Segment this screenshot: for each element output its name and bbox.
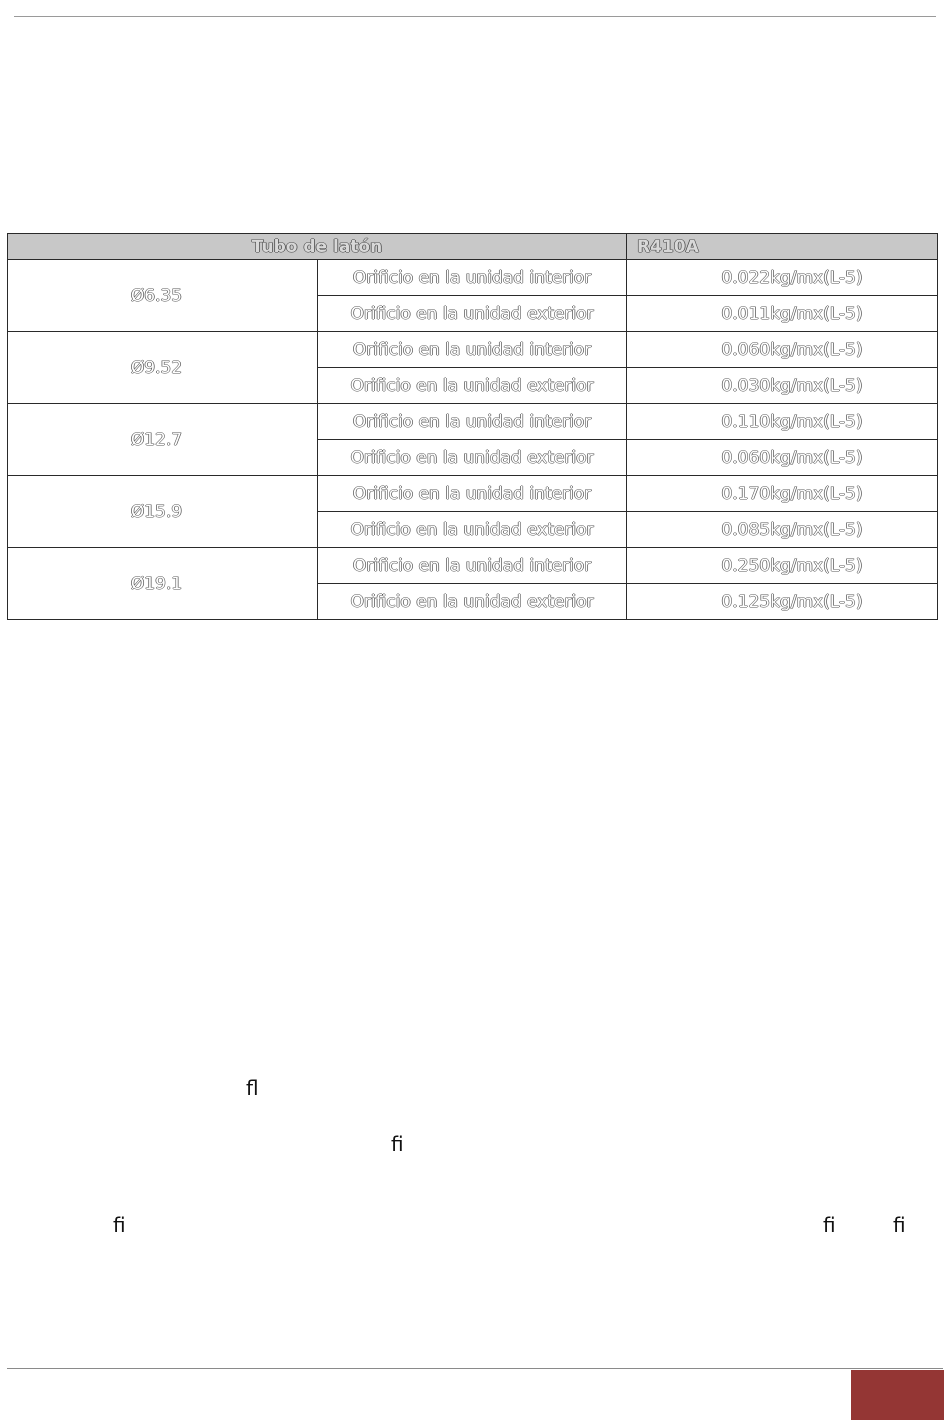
pipe-diameter-cell — [8, 332, 318, 404]
charge-value-cell — [627, 476, 938, 512]
orifice-location: Orificio en la unidad interior — [318, 476, 627, 512]
charge-value: 0.060kg/mx(L-5) — [721, 447, 863, 468]
charge-value: 0.060kg/mx(L-5) — [721, 339, 863, 360]
charge-value: 0.250kg/mx(L-5) — [721, 555, 863, 576]
charge-value: 0.030kg/mx(L-5) — [721, 375, 863, 396]
orifice-location: Orificio en la unidad exterior — [318, 584, 627, 620]
charge-value-cell — [627, 404, 938, 440]
charge-value-cell — [627, 512, 938, 548]
table-row — [8, 548, 938, 584]
orifice-location: Orificio en la unidad interior — [318, 404, 627, 440]
orifice-location: Orificio en la unidad exterior — [318, 368, 627, 404]
table-row — [8, 332, 938, 368]
header-rule — [14, 16, 936, 17]
ligature-glyph: ﬁ — [391, 1132, 404, 1156]
orifice-location: Orificio en la unidad exterior — [318, 296, 627, 332]
ligature-glyph: ﬁ — [893, 1213, 906, 1237]
table-header-row — [8, 234, 938, 260]
table-row — [8, 404, 938, 440]
pipe-diameter-cell — [8, 404, 318, 476]
charge-value: 0.110kg/mx(L-5) — [721, 411, 863, 432]
charge-value: 0.085kg/mx(L-5) — [721, 519, 863, 540]
header-gas: R410A — [627, 234, 938, 260]
orifice-location: Orificio en la unidad exterior — [318, 440, 627, 476]
pipe-diameter: Ø6.35 — [130, 285, 183, 306]
pipe-diameter: Ø12.7 — [130, 429, 183, 450]
footer-rule — [7, 1368, 943, 1369]
charge-value-cell — [627, 548, 938, 584]
charge-value: 0.170kg/mx(L-5) — [721, 483, 863, 504]
table-row — [8, 476, 938, 512]
pipe-diameter: Ø15.9 — [130, 501, 183, 522]
charge-value: 0.011kg/mx(L-5) — [721, 303, 863, 324]
refrigerant-charge-table — [7, 233, 938, 620]
charge-value-cell — [627, 368, 938, 404]
pipe-diameter: Ø19.1 — [130, 573, 183, 594]
ligature-glyph: ﬁ — [113, 1213, 126, 1237]
header-tube: Tubo de latón — [8, 234, 627, 260]
orifice-location: Orificio en la unidad interior — [318, 332, 627, 368]
page-number-tab — [851, 1370, 944, 1420]
charge-value-cell — [627, 440, 938, 476]
orifice-location: Orificio en la unidad interior — [318, 260, 627, 296]
pipe-diameter-cell — [8, 260, 318, 332]
table-row — [8, 260, 938, 296]
orifice-location: Orificio en la unidad interior — [318, 548, 627, 584]
charge-value: 0.022kg/mx(L-5) — [721, 267, 863, 288]
charge-value-cell — [627, 584, 938, 620]
ligature-glyph: ﬂ — [246, 1076, 259, 1100]
pipe-diameter-cell — [8, 476, 318, 548]
charge-value-cell — [627, 260, 938, 296]
pipe-diameter: Ø9.52 — [130, 357, 183, 378]
pipe-diameter-cell — [8, 548, 318, 620]
charge-value-cell — [627, 332, 938, 368]
charge-value-cell — [627, 296, 938, 332]
ligature-glyph: ﬁ — [823, 1213, 836, 1237]
charge-value: 0.125kg/mx(L-5) — [721, 591, 863, 612]
orifice-location: Orificio en la unidad exterior — [318, 512, 627, 548]
